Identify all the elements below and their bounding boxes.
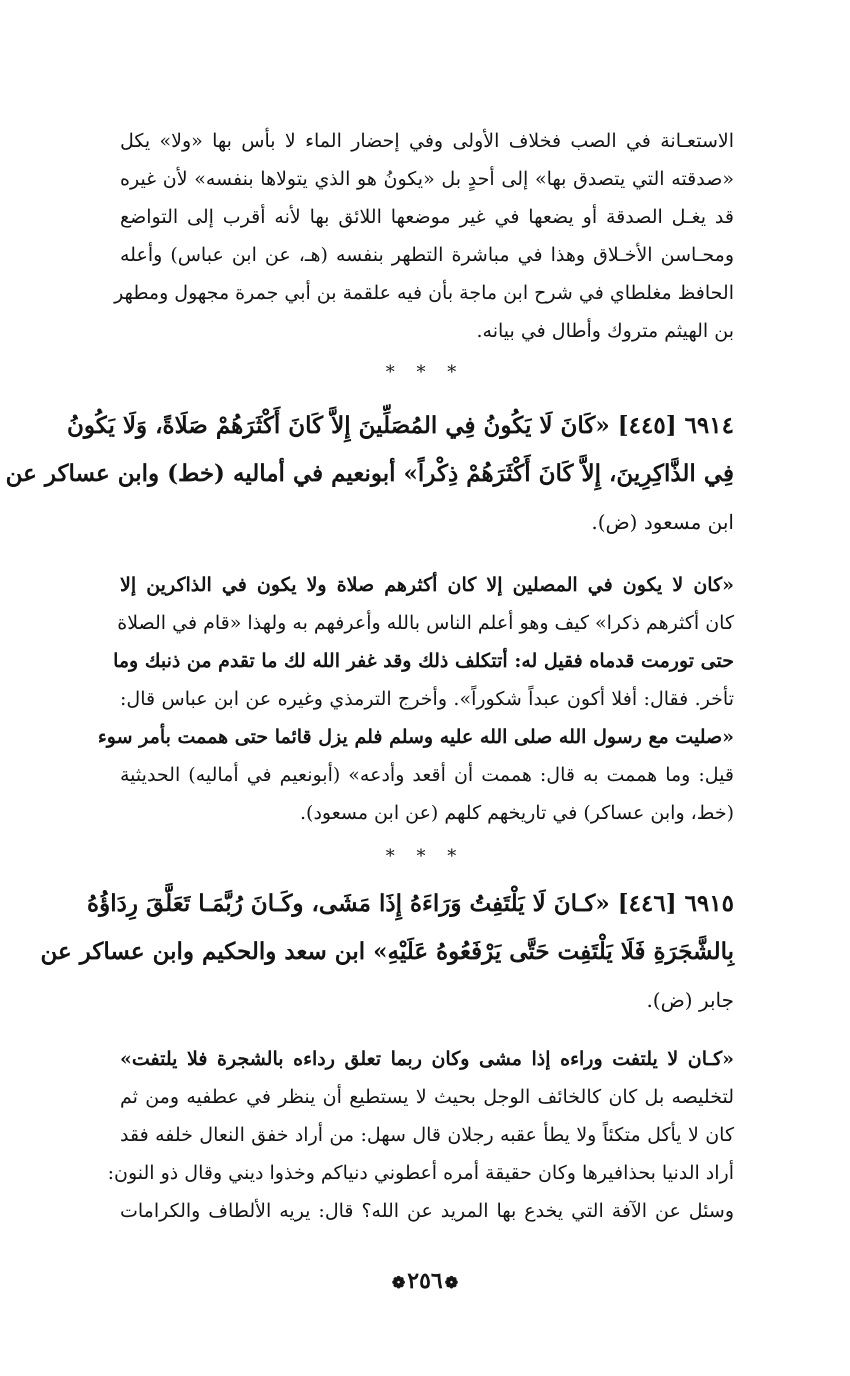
commentary-line: (خط، وابن عساكر) في تاريخهم كلهم (عن ابن مسعود). xyxy=(300,802,734,824)
hadith-line: بِالشَّجَرَةِ فَلَا يَلْتَفِت حَتَّى يَرْفَعُوهُ عَلَيْهِ» ابن سعد والحكيم وابن عساكر عن xyxy=(40,938,734,965)
paragraph-line: قد يغـل الصدقة أو يضعها في غير موضعها اللائق بها لأنه أقرب إلى التواضع xyxy=(120,206,734,228)
commentary-6914 xyxy=(97,566,734,832)
commentary-line: «كـان لا يلتفت وراءه إذا مشى وكان ربما تعلق رداءه بالشجرة فلا يلتفت» xyxy=(120,1048,734,1070)
page-number-value: ٢٥٦ xyxy=(407,1268,443,1294)
hadith-line: جابر (ض). xyxy=(646,988,734,1012)
paragraph-line: ومحـاسن الأخـلاق وهذا في مباشرة التطهر بنفسه (هـ، عن ابن عباس) وأعله xyxy=(120,244,734,266)
hadith-line: ابن مسعود (ض). xyxy=(591,510,734,534)
paragraph-line: «صدقته التي يتصدق بها» إلى أحدٍ بل «يكونُ هو الذي يتولاها بنفسه» لأن غيره xyxy=(120,168,734,190)
hadith-line: فِي الذَّاكِرِينَ، إِلاَّ كَانَ أَكْثَرَهُمْ ذِكْراً» أبونعيم في أماليه (خط) وابن عساكر عن xyxy=(5,460,734,487)
commentary-line: «كان لا يكون في المصلين إلا كان أكثرهم صلاة ولا يكون في الذاكرين إلا xyxy=(120,574,734,596)
paragraph-line: الحافظ مغلطاي في شرح ابن ماجة بأن فيه علقمة بن أبي جمرة مجهول ومطهر xyxy=(114,282,734,304)
commentary-line: «صليت مع رسول الله صلى الله عليه وسلم فلم يزل قائما حتى هممت بأمر سوء xyxy=(97,726,734,748)
hadith-6914 xyxy=(5,402,734,546)
section-separator: * * * xyxy=(385,846,465,867)
commentary-line: وسئل عن الآفة التي يخدع بها المريد عن الله؟ قال: يريه الألطاف والكرامات xyxy=(120,1200,734,1222)
continuation-paragraph xyxy=(114,122,734,350)
commentary-line: لتخليصه بل كان كالخائف الوجل بحيث لا يستطيع أن ينظر في عطفيه ومن ثم xyxy=(120,1086,734,1108)
ornament-icon: ❁ xyxy=(444,1273,459,1292)
section-separator: * * * xyxy=(385,362,465,383)
paragraph-line: بن الهيثم متروك وأطال في بيانه. xyxy=(476,320,734,342)
commentary-line: حتى تورمت قدماه فقيل له: أتتكلف ذلك وقد غفر الله لك ما تقدم من ذنبك وما xyxy=(113,650,734,672)
commentary-line: تأخر. فقال: أفلا أكون عبداً شكوراً». وأخرج الترمذي وغيره عن ابن عباس قال: xyxy=(120,688,734,710)
page-number xyxy=(0,1268,850,1294)
hadith-line: ٦٩١٤ [٤٤٥] «كَانَ لَا يَكُونُ فِي المُصَلِّينَ إِلاَّ كَانَ أَكْثَرَهُمْ صَلَاةً، وَلَا يَكُونُ xyxy=(66,412,734,439)
paragraph-line: الاستعـانة في الصب فخلاف الأولى وفي إحضار الماء لا بأس بها «ولا» يكل xyxy=(120,130,734,152)
ornament-icon: ❁ xyxy=(391,1273,406,1292)
hadith-6915 xyxy=(40,880,734,1024)
commentary-line: كان أكثرهم ذكرا» كيف وهو أعلم الناس بالله وأعرفهم به ولهذا «قام في الصلاة xyxy=(117,612,734,634)
commentary-line: قيل: وما هممت به قال: هممت أن أقعد وأدعه» (أبونعيم في أماليه) الحديثية xyxy=(120,764,734,786)
commentary-6915 xyxy=(107,1040,734,1230)
commentary-line: كان لا يأكل متكئاً ولا يطأ عقبه رجلان قال سهل: من أراد خفق النعال خلفه فقد xyxy=(120,1124,734,1146)
hadith-line: ٦٩١٥ [٤٤٦] «كـانَ لَا يَلْتَفِتُ وَرَاءَهُ إِذَا مَشَى، وكَـانَ رُبَّمَـا تَعَلَّقَ رِدَاؤُهُ xyxy=(87,890,734,917)
commentary-line: أراد الدنيا بحذافيرها وكان حقيقة أمره أعطوني دنياكم وخذوا ديني وقال ذو النون: xyxy=(107,1162,734,1184)
